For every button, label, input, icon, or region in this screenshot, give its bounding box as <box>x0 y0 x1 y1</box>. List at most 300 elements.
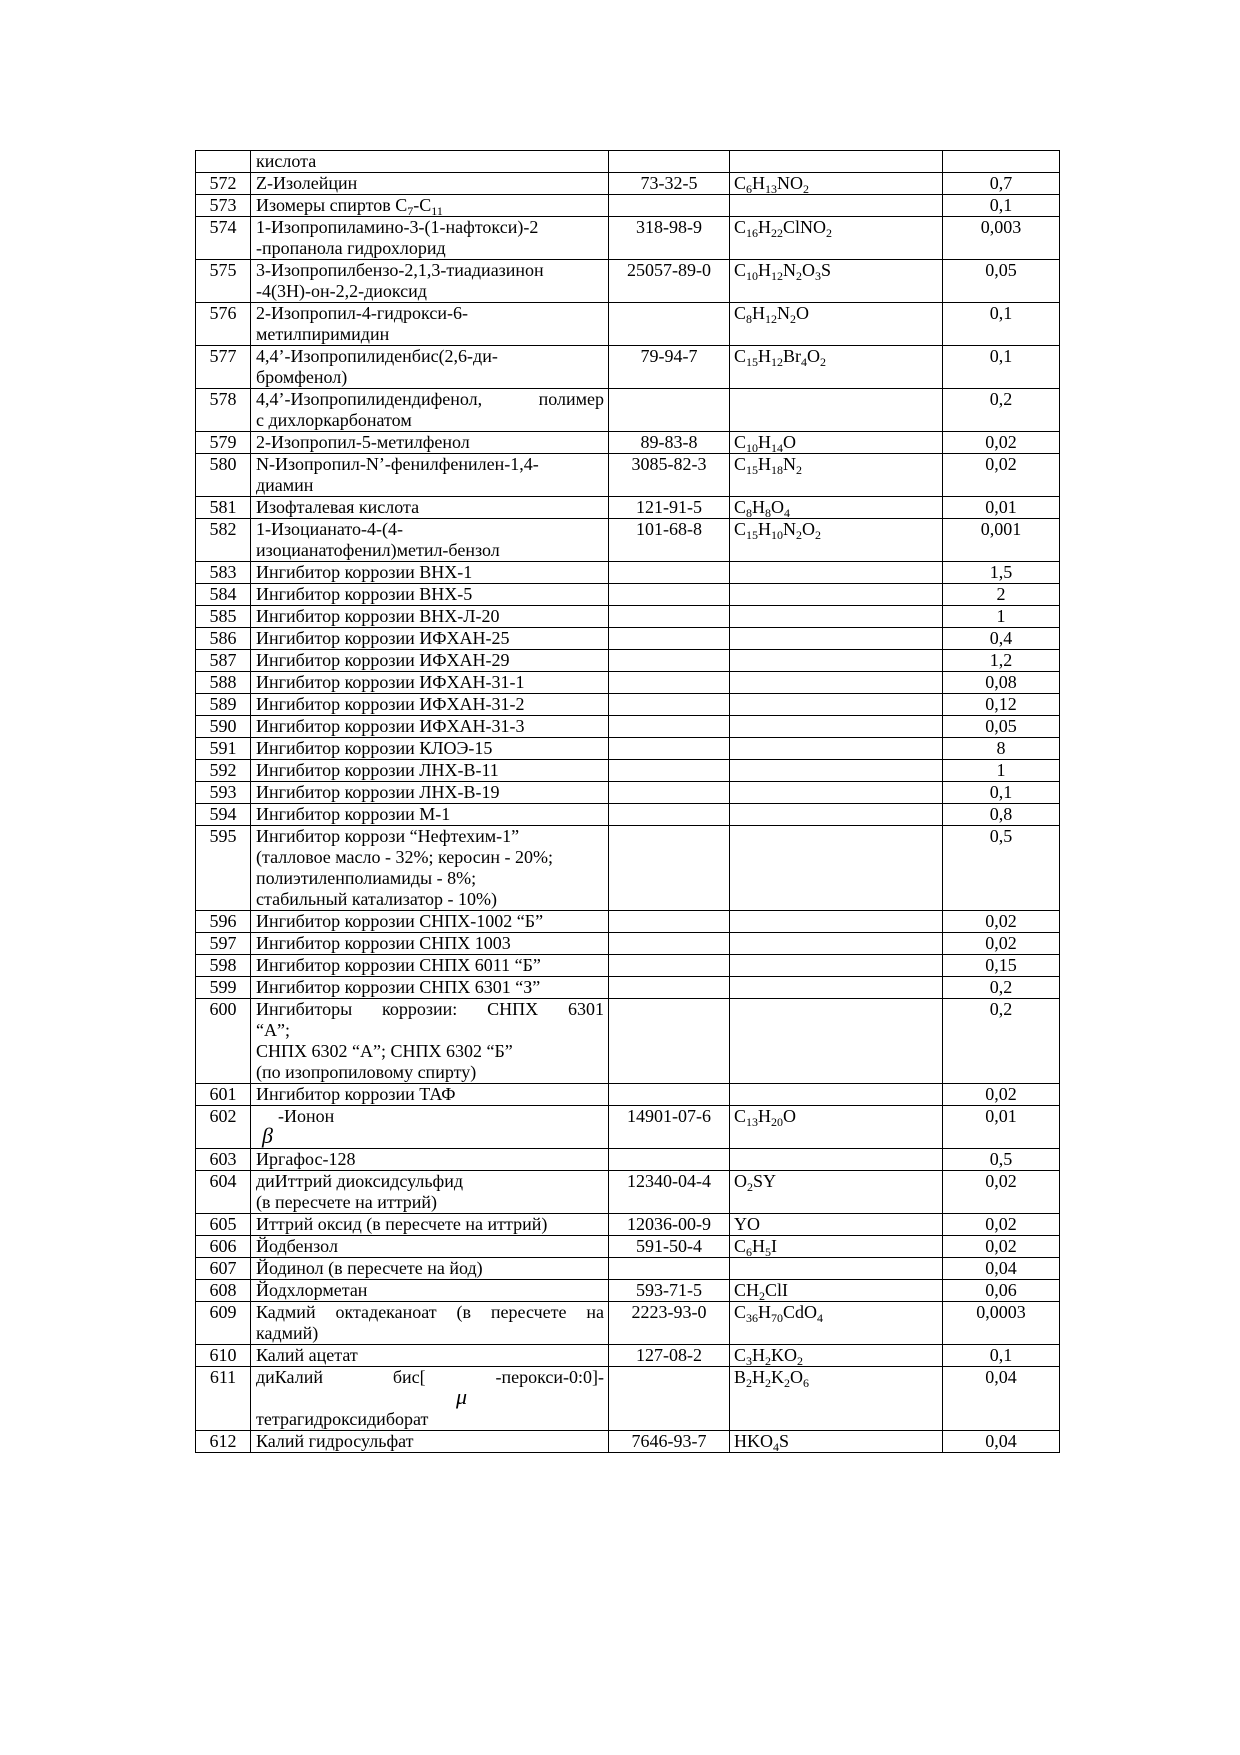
chemical-formula <box>730 933 943 955</box>
substance-name-line: 2-Изопропил-5-метилфенол <box>256 432 470 452</box>
chemical-formula <box>730 519 943 562</box>
cas-number: 593-71-5 <box>609 1280 730 1302</box>
subscript: 36 <box>746 1311 759 1325</box>
subscript: 8 <box>746 506 753 520</box>
substance-name-line: 3-Изопропилбензо-2,1,3-тиадиазинон <box>256 260 544 280</box>
subscript: 16 <box>746 226 759 240</box>
substance-name-line: (талловое масло - 32%; керосин - 20%; <box>256 847 553 867</box>
limit-value: 0,5 <box>943 1149 1060 1171</box>
substance-name-line: (по изопропиловому спирту) <box>256 1062 477 1082</box>
substance-name-line: Ингибитор коррозии ИФХАН-31-1 <box>256 672 525 692</box>
cas-number <box>609 977 730 999</box>
substance-name <box>251 1302 609 1345</box>
substance-name-line: 4,4’-Изопропилиденбис(2,6-ди- <box>256 346 498 366</box>
substance-name <box>251 1171 609 1214</box>
substance-name <box>251 804 609 826</box>
limit-value: 0,003 <box>943 217 1060 260</box>
chemical-formula <box>730 1367 943 1431</box>
limit-value: 0,02 <box>943 1171 1060 1214</box>
substance-name-line: Ингибитор коррозии ТАФ <box>256 1084 456 1104</box>
table-row <box>196 1236 1060 1258</box>
substance-name-line: Йодхлорметан <box>256 1280 368 1300</box>
chemical-formula <box>730 303 943 346</box>
row-number: 574 <box>196 217 251 260</box>
cas-number <box>609 911 730 933</box>
formula-fragment: O <box>807 346 821 366</box>
table-row <box>196 999 1060 1084</box>
chemical-formula <box>730 260 943 303</box>
formula-fragment: N <box>783 519 797 539</box>
substance-name-line: Кадмий октадеканоат (в пересчете на <box>256 1302 604 1322</box>
limit-value: 0,02 <box>943 1236 1060 1258</box>
row-number: 603 <box>196 1149 251 1171</box>
formula-fragment: H <box>758 519 772 539</box>
row-number: 594 <box>196 804 251 826</box>
cas-number: 12036-00-9 <box>609 1214 730 1236</box>
cas-number <box>609 782 730 804</box>
row-number: 604 <box>196 1171 251 1214</box>
substance-name-line: Ингибитор коррозии ИФХАН-29 <box>256 650 510 670</box>
substance-name-text: -Ионон <box>278 1106 335 1126</box>
formula-fragment: C <box>734 303 747 323</box>
formula-fragment: YO <box>734 1214 760 1234</box>
limit-value: 0,02 <box>943 933 1060 955</box>
chemical-formula <box>730 955 943 977</box>
cas-number <box>609 650 730 672</box>
formula-fragment: O <box>796 303 810 323</box>
cas-number <box>609 933 730 955</box>
substance-name <box>251 1258 609 1280</box>
row-number: 591 <box>196 738 251 760</box>
substance-name-line: -пропанола гидрохлорид <box>256 238 446 258</box>
table-row <box>196 260 1060 303</box>
subscript: 13 <box>746 1115 759 1129</box>
substance-name <box>251 694 609 716</box>
formula-fragment: H <box>758 346 772 366</box>
table-row <box>196 760 1060 782</box>
row-number: 582 <box>196 519 251 562</box>
limit-value: 0,2 <box>943 389 1060 432</box>
chemical-formula <box>730 497 943 519</box>
formula-fragment: H <box>752 303 766 323</box>
row-number: 589 <box>196 694 251 716</box>
chemical-formula <box>730 911 943 933</box>
formula-fragment: C <box>734 260 747 280</box>
substance-name <box>251 389 609 432</box>
limit-value: 0,0003 <box>943 1302 1060 1345</box>
chemical-formula <box>730 999 943 1084</box>
substance-name-line: 1-Изоцианато-4-(4- <box>256 519 404 539</box>
substance-name-line: Ингибитор коррозии ВНХ-1 <box>256 562 473 582</box>
row-number: 584 <box>196 584 251 606</box>
subscript: 4 <box>801 355 808 369</box>
row-number: 573 <box>196 195 251 217</box>
beta-symbol-icon: β <box>262 1123 273 1148</box>
formula-fragment: C <box>734 217 747 237</box>
subscript: 2 <box>820 355 827 369</box>
table-row <box>196 562 1060 584</box>
formula-fragment: O <box>783 1106 797 1126</box>
substance-name <box>251 760 609 782</box>
chemical-formula <box>730 1084 943 1106</box>
chemical-formula <box>730 1214 943 1236</box>
chemical-formula <box>730 738 943 760</box>
cas-number: 3085-82-3 <box>609 454 730 497</box>
formula-fragment: C <box>734 173 747 193</box>
chemical-formula <box>730 195 943 217</box>
name-fragment: -C <box>413 195 432 215</box>
row-number: 612 <box>196 1431 251 1453</box>
chemical-formula <box>730 650 943 672</box>
mu-symbol-icon: μ <box>456 1384 468 1409</box>
row-number: 572 <box>196 173 251 195</box>
cas-number <box>609 1258 730 1280</box>
row-number: 590 <box>196 716 251 738</box>
table-row <box>196 497 1060 519</box>
cas-number: 101-68-8 <box>609 519 730 562</box>
formula-fragment: H <box>758 432 772 452</box>
chemical-formula <box>730 1302 943 1345</box>
formula-fragment: C <box>734 346 747 366</box>
formula-fragment: H <box>752 173 766 193</box>
cas-number: 14901-07-6 <box>609 1106 730 1149</box>
subscript: 8 <box>746 312 753 326</box>
subscript: 11 <box>431 204 443 218</box>
formula-fragment: C <box>734 497 747 517</box>
formula-fragment: C <box>734 454 747 474</box>
row-number: 581 <box>196 497 251 519</box>
substance-name-line: Ингибитор коррозии СНПХ-1002 “Б” <box>256 911 544 931</box>
chemical-formula <box>730 804 943 826</box>
formula-fragment: C <box>734 1302 747 1322</box>
formula-fragment: H <box>752 1367 766 1387</box>
row-number: 599 <box>196 977 251 999</box>
substance-name-line: Ингибитор коррозии ЛНХ-В-19 <box>256 782 500 802</box>
substance-name-line: (в пересчете на иттрий) <box>256 1192 438 1212</box>
substance-name-line: Иттрий оксид (в пересчете на иттрий) <box>256 1214 548 1234</box>
chemical-formula <box>730 782 943 804</box>
subscript: 2 <box>796 528 803 542</box>
cas-number: 7646-93-7 <box>609 1431 730 1453</box>
chemical-formula <box>730 826 943 911</box>
substance-name <box>251 1280 609 1302</box>
cas-number <box>609 1367 730 1431</box>
formula-fragment: H <box>758 454 772 474</box>
row-number: 610 <box>196 1345 251 1367</box>
subscript: 12 <box>771 269 784 283</box>
subscript: 14 <box>771 441 784 455</box>
substance-name <box>251 432 609 454</box>
table-row <box>196 432 1060 454</box>
limit-value: 0,4 <box>943 628 1060 650</box>
formula-fragment: NO <box>777 173 804 193</box>
subscript: 2 <box>765 1376 772 1390</box>
substance-name-line: Ингибитор коррозии СНПХ 6011 “Б” <box>256 955 541 975</box>
formula-fragment: C <box>734 432 747 452</box>
formula-fragment: O <box>771 497 785 517</box>
chemical-formula <box>730 1106 943 1149</box>
substance-name-line: Калий ацетат <box>256 1345 358 1365</box>
substance-name <box>251 955 609 977</box>
table-row <box>196 1214 1060 1236</box>
substance-name-line: диКалий бис[ -перокси-0:0]- <box>256 1367 604 1387</box>
row-number: 588 <box>196 672 251 694</box>
chemical-formula <box>730 151 943 173</box>
formula-fragment: O <box>802 519 816 539</box>
formula-fragment: H <box>752 1236 766 1256</box>
subscript: 2 <box>784 1376 791 1390</box>
table-row <box>196 1345 1060 1367</box>
cas-number <box>609 562 730 584</box>
cas-number <box>609 303 730 346</box>
row-number: 598 <box>196 955 251 977</box>
substance-name <box>251 738 609 760</box>
formula-fragment: K <box>771 1367 785 1387</box>
subscript: 22 <box>771 226 784 240</box>
substance-name <box>251 650 609 672</box>
subscript: 2 <box>796 269 803 283</box>
cas-number: 25057-89-0 <box>609 260 730 303</box>
chemical-formula <box>730 1431 943 1453</box>
cas-number: 591-50-4 <box>609 1236 730 1258</box>
cas-number <box>609 672 730 694</box>
substance-name <box>251 562 609 584</box>
substance-name <box>251 999 609 1084</box>
table-row <box>196 672 1060 694</box>
limit-value: 1,5 <box>943 562 1060 584</box>
formula-fragment: CH <box>734 1280 760 1300</box>
substance-name <box>251 1084 609 1106</box>
substance-name <box>251 303 609 346</box>
limit-value: 0,06 <box>943 1280 1060 1302</box>
substance-name-line: Z-Изолейцин <box>256 173 358 193</box>
formula-fragment: Br <box>783 346 802 366</box>
substance-name <box>251 346 609 389</box>
substance-name-line: метилпиримидин <box>256 324 390 344</box>
chemical-formula <box>730 584 943 606</box>
limit-value: 0,02 <box>943 432 1060 454</box>
chemical-formula <box>730 1345 943 1367</box>
substance-name-line: диИттрий диоксидсульфид <box>256 1171 463 1191</box>
substances-table-body <box>196 151 1060 1453</box>
table-row <box>196 650 1060 672</box>
table-row <box>196 346 1060 389</box>
substance-name-line: Ингибитор коррозии ИФХАН-31-2 <box>256 694 525 714</box>
cas-number <box>609 760 730 782</box>
subscript: 15 <box>746 528 759 542</box>
row-number: 586 <box>196 628 251 650</box>
substance-name-line: СНПХ 6302 “А”; СНПХ 6302 “Б” <box>256 1041 513 1061</box>
substance-name <box>251 628 609 650</box>
subscript: 13 <box>765 182 778 196</box>
limit-value: 0,01 <box>943 497 1060 519</box>
row-number: 579 <box>196 432 251 454</box>
table-row <box>196 1149 1060 1171</box>
formula-fragment: C <box>734 1236 747 1256</box>
cas-number <box>609 955 730 977</box>
limit-value: 0,02 <box>943 454 1060 497</box>
table-row <box>196 606 1060 628</box>
cas-number: 2223-93-0 <box>609 1302 730 1345</box>
table-row <box>196 804 1060 826</box>
row-number: 606 <box>196 1236 251 1258</box>
limit-value: 0,02 <box>943 1084 1060 1106</box>
subscript: 10 <box>746 441 759 455</box>
subscript: 2 <box>797 1354 804 1368</box>
row-number: 607 <box>196 1258 251 1280</box>
formula-fragment: O <box>802 260 816 280</box>
cas-number <box>609 738 730 760</box>
limit-value: 1 <box>943 760 1060 782</box>
formula-fragment: H <box>752 497 766 517</box>
subscript: 3 <box>815 269 822 283</box>
cas-number: 79-94-7 <box>609 346 730 389</box>
substance-name-line: Йодинол (в пересчете на йод) <box>256 1258 483 1278</box>
substance-name <box>251 1236 609 1258</box>
substance-name-line: кислота <box>256 151 317 171</box>
limit-value: 8 <box>943 738 1060 760</box>
substance-name <box>251 497 609 519</box>
substance-name-line: бромфенол) <box>256 367 348 387</box>
substance-name <box>251 1345 609 1367</box>
limit-value: 0,05 <box>943 716 1060 738</box>
substance-name <box>251 1431 609 1453</box>
substance-name <box>251 217 609 260</box>
chemical-formula <box>730 716 943 738</box>
subscript: 4 <box>784 506 791 520</box>
substance-name-line: Калий гидросульфат <box>256 1431 414 1451</box>
subscript: 12 <box>765 312 778 326</box>
row-number: 592 <box>196 760 251 782</box>
table-row <box>196 1280 1060 1302</box>
substance-name-line: Ингибитор коррозии М-1 <box>256 804 451 824</box>
subscript: 12 <box>771 355 784 369</box>
limit-value: 0,04 <box>943 1431 1060 1453</box>
row-number: 583 <box>196 562 251 584</box>
substance-name-line: кадмий) <box>256 1323 319 1343</box>
substance-name-line: Иргафос-128 <box>256 1149 356 1169</box>
chemical-formula <box>730 562 943 584</box>
subscript: 2 <box>796 463 803 477</box>
substance-name-line: Ингибитор коррозии ИФХАН-31-3 <box>256 716 525 736</box>
subscript: 2 <box>803 182 810 196</box>
subscript: 6 <box>803 1376 810 1390</box>
substance-name-line: полиэтиленполиамиды - 8%; <box>256 868 477 888</box>
limit-value: 0,7 <box>943 173 1060 195</box>
substance-name-line: изоцианатофенил)метил-бензол <box>256 540 500 560</box>
substance-name-line: Ингибитор коррозии ВНХ-5 <box>256 584 473 604</box>
cas-number: 12340-04-4 <box>609 1171 730 1214</box>
table-row <box>196 303 1060 346</box>
substance-name <box>251 1149 609 1171</box>
cas-number <box>609 628 730 650</box>
substance-name <box>251 454 609 497</box>
table-row <box>196 738 1060 760</box>
substance-name-line: Ингибитор коррозии СНПХ 6301 “З” <box>256 977 541 997</box>
formula-fragment: H <box>758 217 772 237</box>
subscript: 10 <box>746 269 759 283</box>
row-number <box>196 151 251 173</box>
table-row <box>196 389 1060 432</box>
substance-name-line: Ингибитор коррозии ВНХ-Л-20 <box>256 606 500 626</box>
cas-number <box>609 606 730 628</box>
limit-value: 0,2 <box>943 999 1060 1084</box>
cas-number <box>609 195 730 217</box>
chemical-formula <box>730 694 943 716</box>
limit-value: 0,15 <box>943 955 1060 977</box>
substance-name-line <box>256 1106 604 1127</box>
formula-fragment: ClI <box>765 1280 789 1300</box>
subscript: 2 <box>759 1289 766 1303</box>
row-number: 597 <box>196 933 251 955</box>
subscript: 2 <box>765 1354 772 1368</box>
table-row <box>196 1302 1060 1345</box>
substance-name-line: Ингибитор коррозии СНПХ 1003 <box>256 933 511 953</box>
cas-number <box>609 999 730 1084</box>
substance-name <box>251 716 609 738</box>
limit-value: 0,5 <box>943 826 1060 911</box>
limit-value: 0,05 <box>943 260 1060 303</box>
table-row <box>196 454 1060 497</box>
table-row <box>196 977 1060 999</box>
cas-number <box>609 804 730 826</box>
limit-value: 0,04 <box>943 1258 1060 1280</box>
limit-value: 1,2 <box>943 650 1060 672</box>
row-number: 585 <box>196 606 251 628</box>
chemical-formula <box>730 672 943 694</box>
limit-value: 0,08 <box>943 672 1060 694</box>
limit-value: 1 <box>943 606 1060 628</box>
limit-value: 0,01 <box>943 1106 1060 1149</box>
table-row <box>196 173 1060 195</box>
table-row <box>196 151 1060 173</box>
row-number: 578 <box>196 389 251 432</box>
row-number: 575 <box>196 260 251 303</box>
table-row <box>196 911 1060 933</box>
substance-name <box>251 977 609 999</box>
formula-fragment: C <box>734 1106 747 1126</box>
formula-fragment: N <box>783 260 797 280</box>
table-row <box>196 584 1060 606</box>
substance-name <box>251 584 609 606</box>
substance-name <box>251 911 609 933</box>
substance-name <box>251 260 609 303</box>
formula-fragment: N <box>777 303 791 323</box>
substance-name-line: N-Изопропил-N’-фенилфенилен-1,4- <box>256 454 539 474</box>
table-row <box>196 217 1060 260</box>
substance-name-line: -4(3H)-он-2,2-диоксид <box>256 281 427 301</box>
cas-number <box>609 826 730 911</box>
substance-name-line: Ингибитор коррозии ИФХАН-25 <box>256 628 510 648</box>
table-row <box>196 1258 1060 1280</box>
subscript: 6 <box>746 1245 753 1259</box>
chemical-formula <box>730 346 943 389</box>
table-row <box>196 1171 1060 1214</box>
cas-number <box>609 584 730 606</box>
subscript: 8 <box>765 506 772 520</box>
table-row <box>196 694 1060 716</box>
chemical-formula <box>730 454 943 497</box>
substance-name-line: Йодбензол <box>256 1236 338 1256</box>
substance-name-line: стабильный катализатор - 10%) <box>256 889 497 909</box>
substance-name <box>251 151 609 173</box>
substance-name <box>251 933 609 955</box>
row-number: 609 <box>196 1302 251 1345</box>
limit-value <box>943 151 1060 173</box>
formula-fragment: C <box>734 1345 747 1365</box>
subscript: 4 <box>773 1440 779 1454</box>
formula-fragment: H <box>752 1345 766 1365</box>
